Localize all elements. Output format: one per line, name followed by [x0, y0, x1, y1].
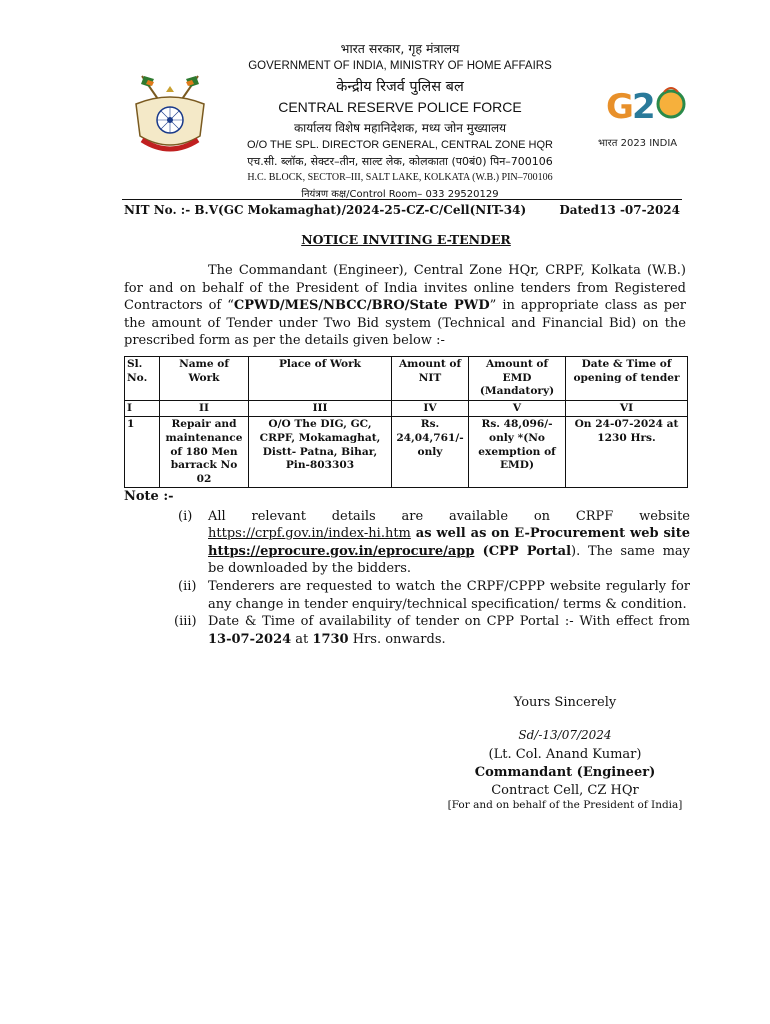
address-line: H.C. BLOCK, SECTOR–III, SALT LAKE, KOLKATA (W.B.) PIN–700106	[247, 172, 553, 183]
crpf-line: CENTRAL RESERVE POLICE FORCE	[278, 99, 522, 115]
govt-line: GOVERNMENT OF INDIA, MINISTRY OF HOME AFFAIRS	[248, 60, 552, 72]
cell-place-of-work: O/O The DIG, GC, CRPF, Mokamaghat, Distt- Patna, Bihar, Pin-803303	[249, 417, 392, 488]
notes-heading: Note :-	[124, 489, 174, 504]
note-text: All relevant details are available on CRPF website	[208, 508, 690, 524]
col-header-sl-no: Sl. No.	[125, 357, 160, 401]
note-number: (iii)	[174, 614, 197, 630]
col-header-date-time: Date & Time of opening of tender	[566, 357, 688, 401]
g20-india-logo	[596, 78, 696, 156]
note-item-iii	[124, 613, 690, 648]
note-item-ii	[124, 578, 690, 613]
office-hindi-line: कार्यालय विशेष महानिदेशक, मध्य जोन मुख्यालय	[293, 121, 507, 135]
note-bold-text: as well as on E-Procurement web site	[410, 526, 690, 542]
intro-paragraph	[124, 262, 686, 350]
notice-title: NOTICE INVITING E-TENDER	[301, 232, 511, 247]
note-item-i	[124, 508, 690, 578]
col-header-amount-nit: Amount of NIT	[392, 357, 469, 401]
roman-cell: IV	[392, 400, 469, 417]
svg-text:2: 2	[632, 87, 656, 127]
eprocure-link[interactable]: https://eprocure.gov.in/eprocure/app	[208, 543, 475, 559]
note-text: ). The same may be downloaded by the bidders.	[208, 543, 691, 577]
notes-section	[124, 488, 690, 648]
closing-text: Yours Sincerely	[513, 695, 617, 710]
signature-mark: Sd/-13/07/2024	[518, 728, 612, 742]
g20-sub-label: भारत 2023 INDIA	[598, 138, 678, 149]
note-number: (ii)	[178, 578, 197, 594]
on-behalf-note: [For and on behalf of the President of India]	[447, 799, 683, 811]
roman-cell: III	[249, 400, 392, 417]
govt-hindi-line: भारत सरकार, गृह मंत्रालय	[340, 41, 460, 56]
table-row	[125, 417, 688, 488]
signatory-name: (Lt. Col. Anand Kumar)	[488, 747, 642, 762]
col-header-name-of-work: Name of Work	[160, 357, 249, 401]
note-text: Hrs. onwards.	[348, 631, 446, 647]
note-number: (i)	[178, 508, 193, 524]
signatory-unit: Contract Cell, CZ HQr	[491, 783, 639, 798]
cell-name-of-work: Repair and maintenance of 180 Men barrack No 02	[160, 417, 249, 488]
availability-time: 1730	[312, 631, 349, 647]
intro-contractor-classes: CPWD/MES/NBCC/BRO/State PWD	[233, 298, 490, 314]
office-line: O/O THE SPL. DIRECTOR GENERAL, CENTRAL ZONE HQR	[246, 139, 554, 151]
note-text: Tenderers are requested to watch the CRPF/CPPP website regularly for any change in tender enquiry/technical specification/ terms & condition.	[208, 578, 690, 612]
nit-date: Dated13 -07-2024	[559, 203, 680, 217]
cell-amount-emd: Rs. 48,096/- only *(No exemption of EMD)	[469, 417, 566, 488]
note-text: Date & Time of availability of tender on CPP Portal :- With effect from	[208, 614, 690, 630]
cell-sl-no: 1	[125, 417, 160, 488]
tender-details-table	[124, 356, 688, 488]
intro-text-1: The Commandant (Engineer), Central Zone HQr, CRPF, Kolkata (W.B.) for and on behalf of the President of India invites online tenders from Registered Contractors of “	[124, 263, 686, 314]
table-roman-row	[125, 400, 688, 417]
table-header-row	[125, 357, 688, 401]
col-header-place-of-work: Place of Work	[249, 357, 392, 401]
cell-amount-nit: Rs. 24,04,761/- only	[392, 417, 469, 488]
cell-date-time: On 24-07-2024 at 1230 Hrs.	[566, 417, 688, 488]
nit-number: NIT No. :- B.V(GC Mokamaghat)/2024-25-CZ-C/Cell(NIT-34)	[124, 203, 527, 217]
note-text: at	[291, 631, 313, 647]
col-header-amount-emd: Amount of EMD (Mandatory)	[469, 357, 566, 401]
svg-text:G: G	[606, 87, 634, 127]
roman-cell: V	[469, 400, 566, 417]
note-bold-text: (CPP Portal	[474, 543, 572, 559]
roman-cell: II	[160, 400, 249, 417]
roman-cell: VI	[566, 400, 688, 417]
control-room-line: नियंत्रण कक्ष/Control Room– 033 29520129	[301, 189, 499, 200]
address-hindi-line: एच.सी. ब्लॉक, सेक्टर–तीन, साल्ट लेक, कोलकाता (प0बं0) पिन–700106	[247, 155, 553, 168]
availability-date: 13-07-2024	[208, 631, 292, 647]
intro-text-2: ” in appropriate class as per the amount of Tender under Two Bid system (Technical and Financial Bid) on the prescribed form as per the details given below :-	[124, 298, 686, 349]
letterhead	[200, 40, 600, 200]
nit-reference-row	[122, 199, 682, 220]
crpf-hindi-line: केन्द्रीय रिजर्व पुलिस बल	[336, 79, 464, 95]
crpf-website-link[interactable]: https://crpf.gov.in/index-hi.htm	[208, 526, 411, 542]
signatory-designation: Commandant (Engineer)	[474, 765, 656, 780]
roman-cell: I	[125, 400, 160, 417]
